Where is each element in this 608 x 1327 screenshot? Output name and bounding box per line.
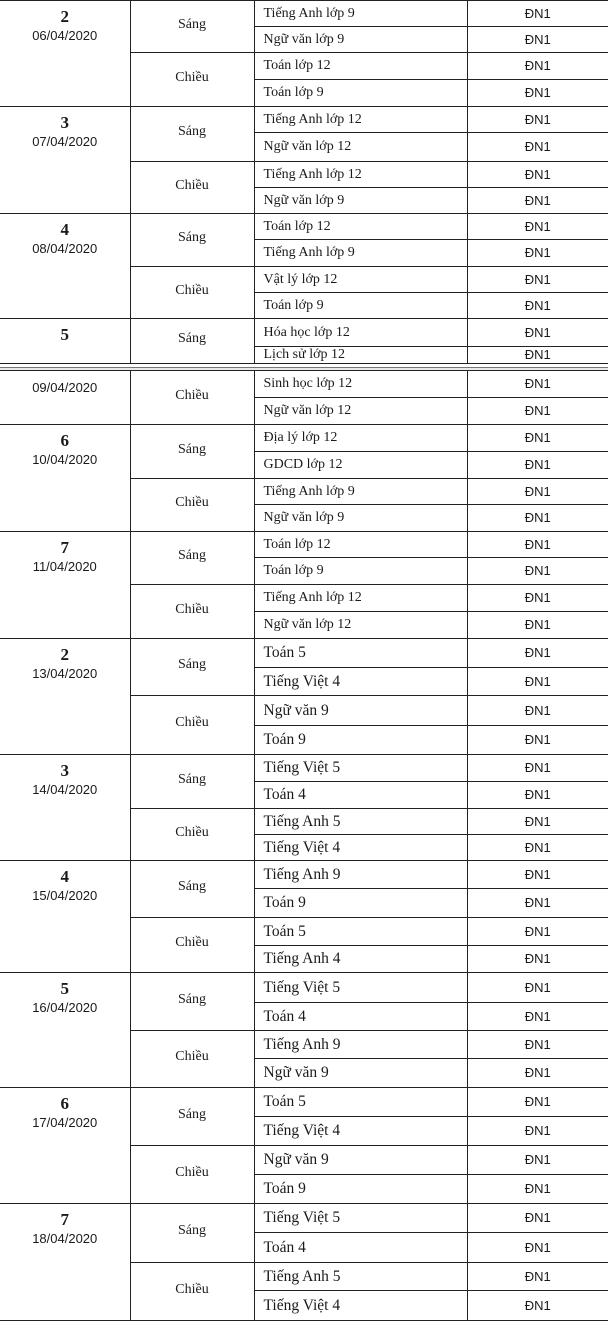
table-row [0,1088,608,1117]
room-cell [467,668,608,696]
session-label: Chiều [130,1146,254,1204]
room-cell [467,1233,608,1263]
room-code: ĐN1 [524,617,551,632]
room-code: ĐN1 [524,139,551,154]
table-row [0,371,608,398]
day-cell [0,107,130,214]
room-code: ĐN1 [524,1239,551,1255]
room-cell [467,1117,608,1146]
room-cell [467,319,608,347]
room-cell [467,585,608,612]
exam-date: 16/04/2020 [32,1000,98,1015]
room-cell [467,973,608,1003]
room-code: ĐN1 [524,218,551,234]
room-code: ĐN1 [524,85,551,100]
room-cell [467,639,608,668]
session-label: Chiều [130,809,254,861]
subject-cell: Lịch sử lớp 12 [254,347,467,364]
session-label: Sáng [130,425,254,479]
weekday-number: 7 [60,1210,69,1229]
subject-cell: GDCD lớp 12 [254,452,467,479]
subject-cell: Tiếng Anh lớp 9 [254,1,467,27]
subject-cell: Sinh học lớp 12 [254,371,467,398]
exam-date: 13/04/2020 [32,666,98,681]
room-code: ĐN1 [524,673,551,689]
session-label: Sáng [130,755,254,809]
exam-date: 18/04/2020 [32,1231,98,1246]
exam-date: 08/04/2020 [32,241,98,256]
subject-cell: Toán lớp 12 [254,214,467,240]
subject-cell: Tiếng Việt 4 [254,1117,467,1146]
room-cell [467,726,608,755]
subject-cell: Ngữ văn lớp 9 [254,188,467,214]
exam-date: 17/04/2020 [32,1115,98,1130]
subject-cell: Toán lớp 12 [254,532,467,558]
room-code: ĐN1 [524,5,551,21]
exam-schedule-table-top [0,0,608,364]
session-label: Chiều [130,1263,254,1321]
day-cell [0,371,130,425]
table-body-top [0,1,608,364]
room-cell [467,861,608,889]
session-label: Chiều [130,479,254,532]
room-cell [467,612,608,639]
session-label: Sáng [130,1204,254,1263]
room-cell [467,452,608,479]
session-label: Sáng [130,861,254,918]
schedule-segment-top [0,0,608,368]
session-label: Chiều [130,696,254,755]
subject-cell: Tiếng Anh 9 [254,1031,467,1059]
subject-cell: Toán 5 [254,639,467,668]
session-label: Sáng [130,532,254,585]
room-cell [467,558,608,585]
room-code: ĐN1 [524,813,551,829]
subject-cell: Tiếng Việt 5 [254,973,467,1003]
subject-cell: Vật lý lớp 12 [254,267,467,293]
exam-date: 14/04/2020 [32,782,98,797]
weekday-number: 3 [60,761,69,780]
room-code: ĐN1 [524,1008,551,1024]
room-cell [467,918,608,946]
subject-cell: Toán 4 [254,1003,467,1031]
room-cell [467,809,608,835]
subject-cell: Tiếng Anh lớp 9 [254,479,467,505]
weekday-number: 6 [60,1094,69,1113]
subject-cell: Toán lớp 9 [254,293,467,319]
subject-cell: Tiếng Anh 4 [254,946,467,973]
schedule-segment-bottom [0,370,608,1327]
table-row [0,639,608,668]
subject-cell: Tiếng Anh 5 [254,809,467,835]
subject-cell: Tiếng Anh lớp 9 [254,240,467,267]
room-cell [467,1204,608,1233]
subject-cell: Địa lý lớp 12 [254,425,467,452]
subject-cell: Tiếng Anh lớp 12 [254,107,467,133]
room-cell [467,479,608,505]
table-row [0,532,608,558]
session-label: Chiều [130,371,254,425]
room-cell [467,889,608,918]
day-cell [0,861,130,973]
day-cell [0,973,130,1088]
room-cell [467,27,608,53]
session-label: Sáng [130,319,254,364]
subject-cell: Toán 4 [254,1233,467,1263]
day-cell [0,532,130,639]
room-code: ĐN1 [524,324,551,340]
room-cell [467,371,608,398]
subject-cell: Tiếng Việt 4 [254,1291,467,1321]
room-code: ĐN1 [524,895,551,910]
weekday-number: 5 [60,979,69,998]
room-cell [467,1003,608,1031]
room-code: ĐN1 [524,297,551,313]
subject-cell: Toán 9 [254,1175,467,1204]
room-code: ĐN1 [524,732,551,747]
room-code: ĐN1 [524,979,551,995]
subject-cell: Toán lớp 12 [254,53,467,80]
subject-cell: Toán lớp 9 [254,558,467,585]
session-label: Sáng [130,1,254,53]
room-code: ĐN1 [524,1210,551,1225]
day-cell [0,425,130,532]
room-cell [467,188,608,214]
session-label: Sáng [130,107,254,162]
day-cell [0,319,130,364]
room-code: ĐN1 [524,31,551,47]
room-cell [467,1175,608,1204]
room-cell [467,1291,608,1321]
room-code: ĐN1 [524,1123,551,1138]
room-code: ĐN1 [524,245,551,260]
day-cell [0,214,130,319]
table-row [0,107,608,133]
room-code: ĐN1 [524,1181,551,1196]
day-cell [0,1204,130,1321]
table-row [0,1,608,27]
subject-cell: Toán lớp 9 [254,80,467,107]
weekday-number: 3 [60,113,69,132]
exam-date: 09/04/2020 [32,380,98,395]
room-cell [467,293,608,319]
room-code: ĐN1 [524,166,551,182]
room-code: ĐN1 [524,923,551,939]
table-row [0,319,608,347]
room-cell [467,505,608,532]
subject-cell: Tiếng Việt 5 [254,755,467,782]
room-cell [467,107,608,133]
room-cell [467,347,608,364]
room-code: ĐN1 [524,1094,551,1109]
room-code: ĐN1 [524,271,551,287]
room-cell [467,214,608,240]
subject-cell: Ngữ văn 9 [254,696,467,726]
room-cell [467,696,608,726]
room-cell [467,133,608,162]
exam-schedule-table-bottom [0,370,608,1321]
subject-cell: Toán 9 [254,889,467,918]
session-label: Chiều [130,162,254,214]
session-label: Sáng [130,1088,254,1146]
room-code: ĐN1 [524,510,551,525]
subject-cell: Tiếng Anh 5 [254,1263,467,1291]
room-cell [467,240,608,267]
room-code: ĐN1 [524,58,551,73]
session-label: Chiều [130,267,254,319]
subject-cell: Ngữ văn 9 [254,1146,467,1175]
table-row [0,1204,608,1233]
subject-cell: Ngữ văn lớp 12 [254,612,467,639]
room-code: ĐN1 [524,376,551,391]
subject-cell: Tiếng Anh 9 [254,861,467,889]
subject-cell: Ngữ văn 9 [254,1059,467,1088]
room-code: ĐN1 [524,702,551,718]
subject-cell: Toán 4 [254,782,467,809]
session-label: Chiều [130,53,254,107]
room-code: ĐN1 [524,590,551,605]
room-cell [467,1031,608,1059]
session-label: Sáng [130,639,254,696]
day-cell [0,1088,130,1204]
room-code: ĐN1 [524,536,551,552]
subject-cell: Tiếng Anh lớp 12 [254,162,467,188]
room-code: ĐN1 [524,403,551,418]
room-cell [467,1088,608,1117]
subject-cell: Ngữ văn lớp 12 [254,133,467,162]
exam-date: 11/04/2020 [32,559,97,574]
room-code: ĐN1 [524,1036,551,1052]
subject-cell: Tiếng Việt 4 [254,835,467,861]
room-code: ĐN1 [524,457,551,472]
weekday-number: 4 [60,220,69,239]
room-code: ĐN1 [524,430,551,445]
room-cell [467,267,608,293]
weekday-number: 5 [60,325,69,344]
table-body-bottom [0,371,608,1321]
subject-cell: Ngữ văn lớp 12 [254,398,467,425]
subject-cell: Tiếng Việt 5 [254,1204,467,1233]
table-row [0,973,608,1003]
room-cell [467,1146,608,1175]
table-row [0,861,608,889]
room-cell [467,80,608,107]
exam-date: 15/04/2020 [32,888,98,903]
session-label: Chiều [130,918,254,973]
weekday-number: 4 [60,867,69,886]
room-cell [467,782,608,809]
weekday-number: 2 [60,7,69,26]
room-code: ĐN1 [524,1152,551,1167]
room-code: ĐN1 [524,347,551,362]
room-code: ĐN1 [524,1268,551,1284]
exam-date: 06/04/2020 [32,28,98,43]
table-row [0,214,608,240]
room-cell [467,1059,608,1088]
room-code: ĐN1 [524,483,551,499]
subject-cell: Toán 5 [254,1088,467,1117]
day-cell [0,639,130,755]
room-cell [467,1263,608,1291]
day-cell [0,1,130,107]
subject-cell: Ngữ văn lớp 9 [254,27,467,53]
room-code: ĐN1 [524,787,551,802]
room-code: ĐN1 [524,563,551,578]
room-code: ĐN1 [524,645,551,660]
session-label: Sáng [130,214,254,267]
room-code: ĐN1 [524,1297,551,1313]
weekday-number: 2 [60,645,69,664]
subject-cell: Ngữ văn lớp 9 [254,505,467,532]
session-label: Sáng [130,973,254,1031]
session-label: Chiều [130,1031,254,1088]
day-cell [0,755,130,861]
room-code: ĐN1 [524,951,551,966]
room-cell [467,1,608,27]
room-code: ĐN1 [524,760,551,775]
subject-cell: Toán 9 [254,726,467,755]
table-row [0,425,608,452]
exam-date: 10/04/2020 [32,452,98,467]
weekday-number: 7 [60,538,69,557]
room-cell [467,755,608,782]
room-code: ĐN1 [524,866,551,882]
room-code: ĐN1 [524,1065,551,1080]
subject-cell: Tiếng Việt 4 [254,668,467,696]
subject-cell: Tiếng Anh lớp 12 [254,585,467,612]
weekday-number: 6 [60,431,69,450]
room-code: ĐN1 [524,839,551,855]
room-cell [467,835,608,861]
room-code: ĐN1 [524,111,551,127]
room-cell [467,162,608,188]
room-code: ĐN1 [524,192,551,208]
subject-cell: Hóa học lớp 12 [254,319,467,347]
room-cell [467,53,608,80]
room-cell [467,425,608,452]
exam-date: 07/04/2020 [32,134,98,149]
table-row [0,755,608,782]
subject-cell: Toán 5 [254,918,467,946]
room-cell [467,398,608,425]
room-cell [467,946,608,973]
session-label: Chiều [130,585,254,639]
room-cell [467,532,608,558]
